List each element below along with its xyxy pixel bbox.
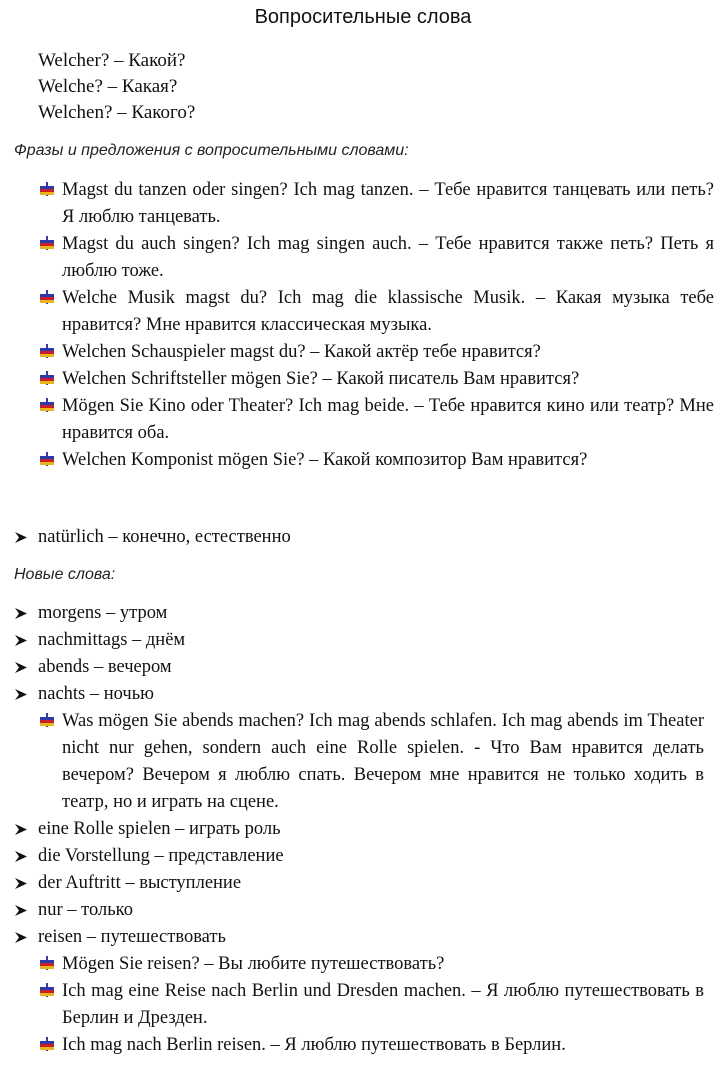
phrase-text: Welchen Schauspieler magst du? – Какой актёр тебе нравится? bbox=[62, 342, 541, 362]
arrow-bullet-icon bbox=[14, 931, 28, 944]
list-item bbox=[0, 897, 726, 924]
example-item bbox=[0, 978, 726, 1032]
arrow-bullet-icon bbox=[14, 607, 28, 620]
phrase-text: Welche Musik magst du? Ich mag die klassische Musik. – Какая музыка тебе нравится? Мне нравится классическая музыка. bbox=[62, 288, 714, 335]
new-words-list bbox=[0, 600, 726, 1059]
word-entry: die Vorstellung – представление bbox=[38, 846, 284, 866]
word-entry: morgens – утром bbox=[38, 603, 168, 623]
word-entry: abends – вечером bbox=[38, 657, 172, 677]
example-item bbox=[0, 708, 726, 816]
phrase-text: Mögen Sie Kino oder Theater? Ich mag beide. – Тебе нравится кино или театр? Мне нравится оба. bbox=[62, 396, 714, 443]
list-item bbox=[0, 843, 726, 870]
example-text: Mögen Sie reisen? – Вы любите путешествовать? bbox=[62, 954, 445, 974]
word-entry: nur – только bbox=[38, 900, 133, 920]
arrow-bullet-icon bbox=[14, 850, 28, 863]
list-item bbox=[0, 366, 726, 393]
list-item bbox=[0, 177, 726, 231]
word-entry: nachmittags – днём bbox=[38, 630, 186, 650]
word-entry: natürlich – конечно, естественно bbox=[38, 527, 291, 547]
list-item bbox=[0, 600, 726, 627]
phrase-text: Welchen Komponist mögen Sie? – Какой композитор Вам нравится? bbox=[62, 450, 588, 470]
example-text: Ich mag nach Berlin reisen. – Я люблю путешествовать в Берлин. bbox=[62, 1035, 566, 1055]
arrow-bullet-icon bbox=[14, 904, 28, 917]
word-entry: eine Rolle spielen – играть роль bbox=[38, 819, 281, 839]
naturlich-block bbox=[0, 524, 726, 551]
list-item bbox=[0, 681, 726, 708]
question-word: Welcher? – Какой? bbox=[38, 50, 186, 71]
phrase-text: Welchen Schriftsteller mögen Sie? – Какой писатель Вам нравится? bbox=[62, 369, 580, 389]
section-heading-phrases: Фразы и предложения с вопросительными словами: bbox=[14, 142, 409, 159]
word-entry: der Auftritt – выступление bbox=[38, 873, 242, 893]
example-text: Ich mag eine Reise nach Berlin und Dresden machen. – Я люблю путешествовать в Берлин и Дрезден. bbox=[62, 981, 704, 1028]
phrases-list bbox=[0, 177, 726, 474]
example-text: Was mögen Sie abends machen? Ich mag abends schlafen. Ich mag abends im Theater nicht nur gehen, sondern auch eine Rolle spielen. - Что Вам нравится делать вечером? Вечером я люблю спать. Вечером мне нравится не только ходить в театр, но и играть на сцене. bbox=[62, 711, 704, 812]
list-item bbox=[0, 447, 726, 474]
phrase-text: Magst du tanzen oder singen? Ich mag tanzen. – Тебе нравится танцевать или петь? Я люблю танцевать. bbox=[62, 180, 714, 227]
arrow-bullet-icon bbox=[14, 877, 28, 890]
flag-bullet-icon bbox=[40, 398, 54, 412]
page-title: Вопросительные слова bbox=[254, 6, 472, 28]
phrase-text: Magst du auch singen? Ich mag singen auch. – Тебе нравится также петь? Петь я люблю тоже. bbox=[62, 234, 714, 281]
section-heading-new-words: Новые слова: bbox=[14, 566, 116, 583]
example-item bbox=[0, 1032, 726, 1059]
flag-bullet-icon bbox=[40, 371, 54, 385]
arrow-bullet-icon bbox=[14, 531, 28, 544]
flag-bullet-icon bbox=[40, 713, 54, 727]
question-word: Welche? – Какая? bbox=[38, 76, 178, 97]
question-words-list bbox=[38, 48, 195, 126]
flag-bullet-icon bbox=[40, 956, 54, 970]
list-item bbox=[0, 339, 726, 366]
list-item bbox=[0, 524, 726, 551]
list-item bbox=[0, 285, 726, 339]
word-entry: nachts – ночью bbox=[38, 684, 154, 704]
flag-bullet-icon bbox=[40, 182, 54, 196]
flag-bullet-icon bbox=[40, 344, 54, 358]
flag-bullet-icon bbox=[40, 983, 54, 997]
example-item bbox=[0, 951, 726, 978]
question-word: Welchen? – Какого? bbox=[38, 102, 196, 123]
flag-bullet-icon bbox=[40, 1037, 54, 1051]
flag-bullet-icon bbox=[40, 452, 54, 466]
arrow-bullet-icon bbox=[14, 634, 28, 647]
list-item bbox=[0, 924, 726, 951]
list-item bbox=[0, 231, 726, 285]
arrow-bullet-icon bbox=[14, 823, 28, 836]
word-entry: reisen – путешествовать bbox=[38, 927, 226, 947]
arrow-bullet-icon bbox=[14, 688, 28, 701]
list-item bbox=[0, 870, 726, 897]
flag-bullet-icon bbox=[40, 236, 54, 250]
list-item bbox=[0, 816, 726, 843]
list-item bbox=[0, 393, 726, 447]
arrow-bullet-icon bbox=[14, 661, 28, 674]
list-item bbox=[0, 627, 726, 654]
list-item bbox=[0, 654, 726, 681]
flag-bullet-icon bbox=[40, 290, 54, 304]
